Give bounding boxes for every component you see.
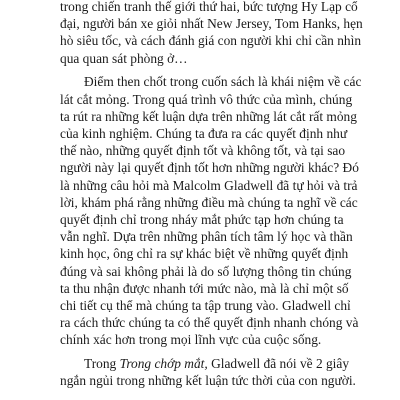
text-line: qua quan sát phòng ở…	[60, 50, 188, 66]
paragraph-first-line: Điểm then chốt trong cuốn sách là khái niệm về các	[84, 74, 362, 90]
text-line: người này lại quyết định tốt hơn những người khác? Đó	[60, 160, 359, 176]
text-line: trong chiến tranh thế giới thứ hai, bức tượng Hy Lạp cổ	[60, 0, 358, 14]
book-title-italic: Trong chớp mắt,	[119, 356, 208, 372]
text-line: là những câu hỏi mà Malcolm Gladwell đã tự hỏi và trả	[60, 177, 358, 193]
text-line: lời, khám phá rằng những điều mà chúng ta nghĩ về các	[60, 194, 358, 210]
text-line: đại, người bán xe giỏi nhất New Jersey, Tom Hanks, hẹn	[60, 16, 363, 32]
text-line: quyết định chỉ trong nháy mắt phức tạp hơn chúng ta	[60, 212, 344, 227]
text-line: ra cách thức chúng ta có thể quyết định nhanh chóng và	[60, 315, 359, 331]
text-line: của kinh nghiệm. Chúng ta đưa ra các quyết định như	[60, 126, 348, 141]
text-line: kinh học, ông chỉ ra sự khác biệt về những quyết định	[60, 246, 349, 262]
text-line: lát cắt mỏng. Trong quá trình vô thức của mình, chúng	[60, 91, 353, 107]
text-run: Gladwell đã nói về 2 giây	[207, 356, 350, 372]
text-line: ta rút ra những kết luận dựa trên những lát cắt rất mỏng	[60, 108, 357, 124]
text-line: chi tiết cụ thể mà chúng ta tập trung vào. Gladwell chỉ	[60, 298, 351, 313]
text-line: ngắn ngủi trong những kết luận tức thời của con người.	[60, 373, 356, 389]
text-run: Trong	[84, 356, 120, 372]
paragraph-first-line	[84, 355, 350, 372]
text-line: vẫn nghĩ. Dựa trên những phân tích tâm lý học và thần	[60, 229, 353, 245]
text-line: hò siêu tốc, và cách đánh giá con người khi chỉ cần nhìn	[60, 33, 362, 49]
text-line: thế nào, những quyết định tốt và không tốt, và tại sao	[60, 143, 346, 159]
text-line: đúng và sai không phải là do số lượng thông tin chúng	[60, 263, 352, 279]
text-line: chính xác hơn trong mọi lĩnh vực của cuộc sống.	[60, 332, 322, 348]
text-line: ta thu nhận được nhanh tới mức nào, mà là chỉ một số	[60, 280, 349, 296]
